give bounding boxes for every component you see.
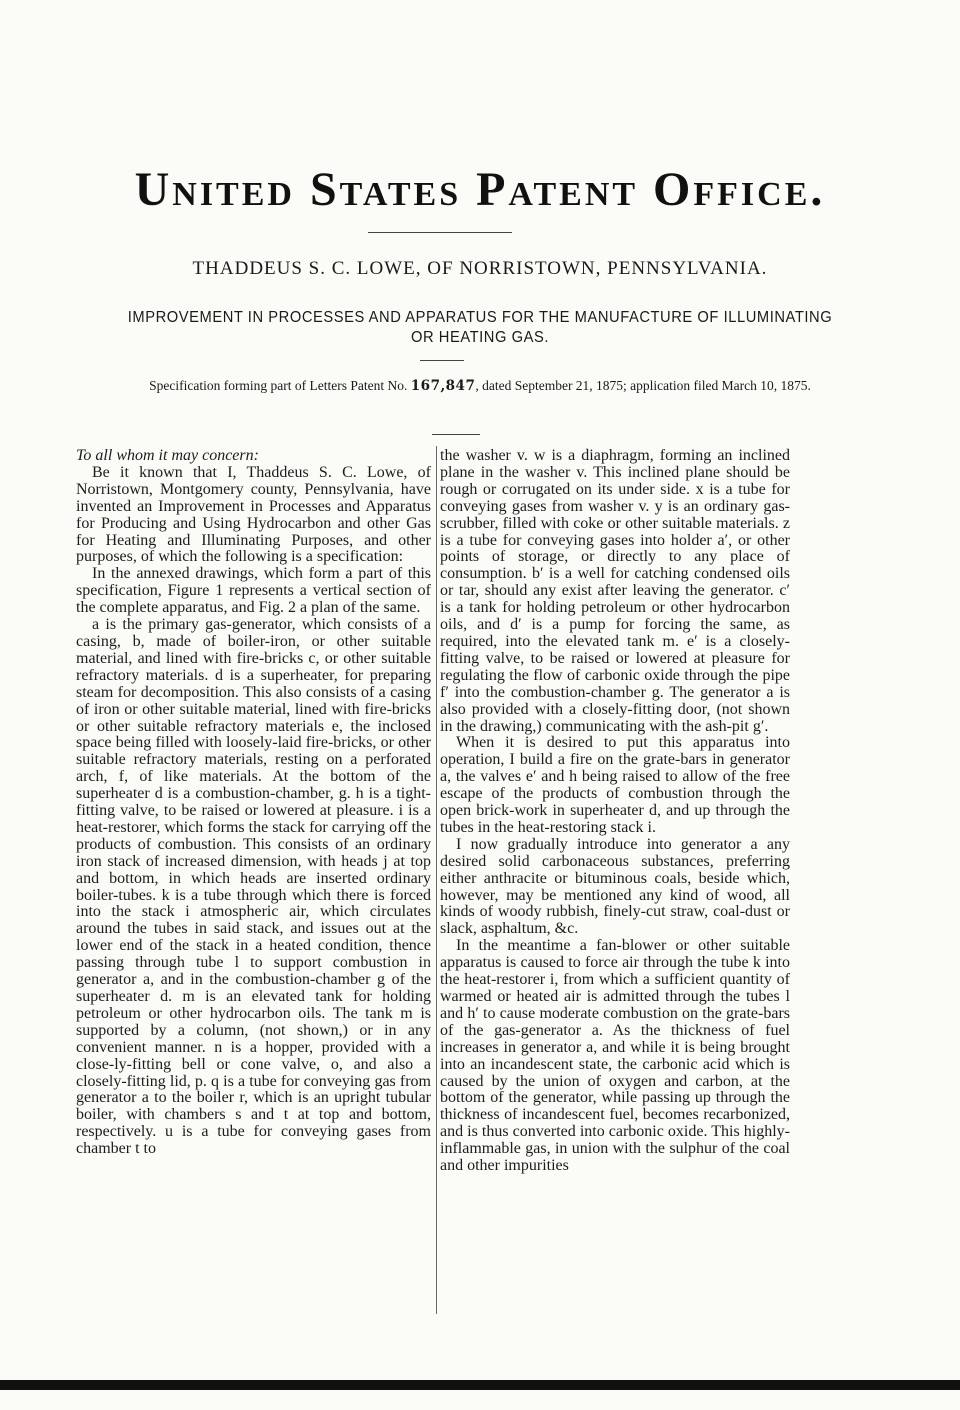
paragraph: In the annexed drawings, which form a part of this specification, Figure 1 represents a vertical section of the complete apparatus, and Fig. 2 a plan of the same. bbox=[76, 565, 431, 617]
patent-number: 167,847 bbox=[410, 378, 476, 394]
paragraph: In the meantime a fan-blower or other suitable apparatus is caused to force air through the tube k into the heat-restorer i, from which a sufficient quantity of warmed or heated air is admitted through the tubes l and h′ to cause moderate combustion on the grate-bars of the gas-generator a. As the thickness of fuel increases in generator a, and while it is being brought into an incandescent state, the carbonic acid which is caused by the union of oxygen and carbon, at the bottom of the generator, while passing up through the thickness of incandescent fuel, becomes recarbonized, and is thus converted into carbonic oxide. This highly-inflammable gas, in union with the sulphur of the coal and other impurities bbox=[440, 937, 790, 1175]
paragraph: When it is desired to put this apparatus into operation, I build a fire on the grate-bars in generator a, the valves e′ and h being raised to allow of the free escape of the products of combustion through the open brick-work in superheater d, and up through the tubes in the heat-restoring stack i. bbox=[440, 734, 790, 836]
scan-edge-bar bbox=[0, 1380, 960, 1390]
office-title: United States Patent Office. bbox=[134, 163, 826, 216]
salutation-text: To all whom it may concern: bbox=[76, 447, 259, 464]
inventor-line: THADDEUS S. C. LOWE, OF NORRISTOWN, PENNSYLVANIA. bbox=[192, 258, 768, 279]
title-rule bbox=[368, 232, 512, 233]
invention-title: IMPROVEMENT IN PROCESSES AND APPARATUS FOR THE MANUFACTURE OF ILLUMINATING OR HEATING GAS. bbox=[127, 309, 833, 346]
paragraph: the washer v. w is a diaphragm, forming an inclined plane in the washer v. This inclined plane should be rough or corrugated on its under side. x is a tube for conveying gases from washer v. y is an ordinary gas-scrubber, filled with coke or other suitable materials. z is a tube for conveying gases into holder a′, or other points of storage, or directly to any place of consumption. b′ is a well for catching condensed oils or tar, should any exist after leaving the generator. c′ is a tank for holding petroleum or other hydrocarbon oils, and d′ is a pump for forcing the same, as required, into the elevated tank m. e′ is a closely-fitting valve, to be raised or lowered at pleasure for regulating the flow of carbonic oxide through the pipe f′ into the combustion-chamber g. The generator a is also provided with a closely-fitting door, (not shown in the drawing,) communicating with the ash-pit g′. bbox=[440, 447, 790, 735]
salutation bbox=[76, 448, 431, 465]
spec-suffix: , dated September 21, 1875; application filed March 10, 1875. bbox=[475, 378, 811, 393]
spec-prefix: Specification forming part of Letters Patent No. bbox=[149, 378, 408, 393]
paragraph: a is the primary gas-generator, which consists of a casing, b, made of boiler-iron, or other suitable material, and lined with fire-bricks c, or other suitable refractory materials. d is a superheater, for preparing steam for decomposition. This also consists of a casing of iron or other suitable material, lined with fire-bricks or other suitable refractory materials e, the inclosed space being filled with loosely-laid fire-bricks, or other suitable refractory materials, resting on a perforated arch, f, of like materials. At the bottom of the superheater d is a combustion-chamber, g. h is a tight-fitting valve, to be raised or lowered at pleasure. i is a heat-restorer, which forms the stack for carrying off the products of combustion. This consists of an ordinary iron stack of increased dimension, with heads j at top and bottom, in which heads are inserted ordinary boiler-tubes. k is a tube through which there is forced into the stack i atmospheric air, which circulates around the tubes in said stack, and issues out at the lower end of the stack in a heated condition, thence passing through tube l to support combustion in generator a, and in the combustion-chamber g of the superheater d. m is an elevated tank for holding petroleum or other hydrocarbon oils. The tank m is supported by a column, (not shown,) or in any convenient manner. n is a hopper, provided with a close-ly-fitting bell or cone valve, o, and also a closely-fitting lid, p. q is a tube for conveying gas from generator a to the boiler r, which is an upright tubular boiler, with chambers s and t at top and bottom, respectively. u is a tube for conveying gases from chamber t to bbox=[76, 616, 431, 1158]
specification-line bbox=[90, 376, 870, 396]
right-column bbox=[440, 448, 790, 1175]
left-column bbox=[76, 448, 431, 1158]
invention-rule bbox=[420, 360, 464, 361]
column-divider bbox=[436, 446, 437, 1314]
paragraph: Be it known that I, Thaddeus S. C. Lowe, of Norristown, Montgomery county, Pennsylvania, have invented an Improvement in Processes and Apparatus for Producing and Using Hydrocarbon and other Gas for Heating and Illuminating Purposes, and other purposes, of which the following is a specification: bbox=[76, 463, 431, 566]
paragraph: I now gradually introduce into generator a any desired solid carbonaceous substances, preferring either anthracite or bituminous coals, beside which, however, may be mentioned any kind of wood, all kinds of woody rubbish, finely-cut straw, coal-dust or slack, asphaltum, &c. bbox=[440, 835, 790, 938]
spec-rule bbox=[432, 434, 480, 435]
